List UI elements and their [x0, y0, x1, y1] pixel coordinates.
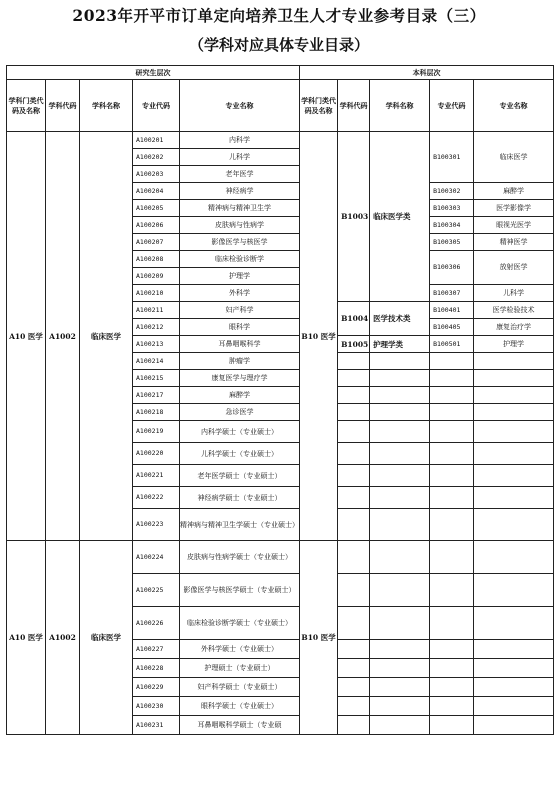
- empty-cell: [370, 640, 430, 659]
- empty-cell: [338, 697, 370, 716]
- grad-major-code: A100225: [133, 574, 180, 607]
- grad-major-name: 外科学: [180, 285, 300, 302]
- empty-cell: [338, 574, 370, 607]
- empty-cell: [430, 443, 474, 465]
- grad-major-name: 儿科学: [180, 149, 300, 166]
- empty-cell: [370, 421, 430, 443]
- empty-cell: [338, 541, 370, 574]
- ug-major-name: 医学检验技术: [474, 302, 554, 319]
- ug-col-category: 学科门类代码及名称: [300, 80, 338, 132]
- empty-cell: [370, 487, 430, 509]
- empty-cell: [430, 509, 474, 541]
- grad-major-code: A100203: [133, 166, 180, 183]
- empty-cell: [430, 678, 474, 697]
- grad-major-code: A100217: [133, 387, 180, 404]
- grad-major-name: 急诊医学: [180, 404, 300, 421]
- catalog-table: [6, 65, 554, 735]
- grad-major-name: 妇产科学: [180, 302, 300, 319]
- empty-cell: [474, 640, 554, 659]
- grad-major-name: 麻醉学: [180, 387, 300, 404]
- grad-major-code: A100231: [133, 716, 180, 735]
- ug-major-name: 精神医学: [474, 234, 554, 251]
- grad-major-name: 精神病与精神卫生学硕士（专业硕士）: [180, 509, 300, 541]
- ug-major-name: 康复治疗学: [474, 319, 554, 336]
- empty-cell: [474, 574, 554, 607]
- grad-major-code: A100215: [133, 370, 180, 387]
- empty-cell: [474, 465, 554, 487]
- empty-cell: [474, 387, 554, 404]
- ug-major-code: B100501: [430, 336, 474, 353]
- ug-major-code: B100302: [430, 183, 474, 200]
- table-row: [7, 132, 554, 149]
- ug-col-major-code: 专业代码: [430, 80, 474, 132]
- empty-cell: [338, 443, 370, 465]
- ug-major-name: 护理学: [474, 336, 554, 353]
- grad-col-disc-name: 学科名称: [80, 80, 133, 132]
- grad-major-name: 肿瘤学: [180, 353, 300, 370]
- ug-disc-name-cell: 临床医学类: [370, 132, 430, 302]
- ug-major-name: 儿科学: [474, 285, 554, 302]
- empty-cell: [370, 659, 430, 678]
- empty-cell: [474, 487, 554, 509]
- grad-major-code: A100227: [133, 640, 180, 659]
- grad-major-code: A100212: [133, 319, 180, 336]
- empty-cell: [338, 404, 370, 421]
- grad-major-name: 护理硕士（专业硕士）: [180, 659, 300, 678]
- empty-cell: [430, 659, 474, 678]
- ug-category-cell: B10 医学: [300, 541, 338, 735]
- grad-major-name: 外科学硕士（专业硕士）: [180, 640, 300, 659]
- empty-cell: [474, 370, 554, 387]
- empty-cell: [338, 370, 370, 387]
- grad-level-header: 研究生层次: [7, 66, 300, 80]
- grad-col-category: 学科门类代码及名称: [7, 80, 46, 132]
- grad-major-name: 儿科学硕士（专业硕士）: [180, 443, 300, 465]
- ug-major-code: B100303: [430, 200, 474, 217]
- empty-cell: [474, 541, 554, 574]
- grad-col-disc-code: 学科代码: [46, 80, 80, 132]
- ug-major-code: B100305: [430, 234, 474, 251]
- grad-major-code: A100206: [133, 217, 180, 234]
- ug-major-code: B100301: [430, 132, 474, 183]
- grad-major-name: 康复医学与理疗学: [180, 370, 300, 387]
- page-title: 2023年开平市订单定向培养卫生人才专业参考目录（三）: [72, 6, 486, 25]
- grad-major-code: A100230: [133, 697, 180, 716]
- empty-cell: [338, 487, 370, 509]
- empty-cell: [338, 640, 370, 659]
- empty-cell: [370, 465, 430, 487]
- ug-major-code: B100306: [430, 251, 474, 285]
- grad-major-code: A100218: [133, 404, 180, 421]
- ug-disc-code-cell: B1005: [338, 336, 370, 353]
- grad-category-cell: A10 医学: [7, 541, 46, 735]
- empty-cell: [474, 659, 554, 678]
- grad-col-major-name: 专业名称: [180, 80, 300, 132]
- grad-category-cell: A10 医学: [7, 132, 46, 541]
- empty-cell: [474, 607, 554, 640]
- empty-cell: [430, 465, 474, 487]
- empty-cell: [430, 387, 474, 404]
- empty-cell: [370, 509, 430, 541]
- empty-cell: [430, 574, 474, 607]
- ug-major-name: 眼视光医学: [474, 217, 554, 234]
- ug-major-name: 临床医学: [474, 132, 554, 183]
- empty-cell: [430, 370, 474, 387]
- ug-col-major-name: 专业名称: [474, 80, 554, 132]
- empty-cell: [338, 465, 370, 487]
- grad-major-code: A100223: [133, 509, 180, 541]
- table-row: [7, 541, 554, 574]
- empty-cell: [430, 607, 474, 640]
- grad-major-code: A100221: [133, 465, 180, 487]
- empty-cell: [338, 353, 370, 370]
- grad-major-code: A100208: [133, 251, 180, 268]
- grad-major-name: 皮肤病与性病学: [180, 217, 300, 234]
- grad-major-name: 内科学: [180, 132, 300, 149]
- empty-cell: [474, 443, 554, 465]
- empty-cell: [370, 716, 430, 735]
- grad-major-name: 临床检验诊断学: [180, 251, 300, 268]
- empty-cell: [474, 509, 554, 541]
- empty-cell: [370, 607, 430, 640]
- grad-major-code: A100202: [133, 149, 180, 166]
- grad-major-code: A100226: [133, 607, 180, 640]
- grad-major-code: A100204: [133, 183, 180, 200]
- grad-major-name: 护理学: [180, 268, 300, 285]
- grad-major-name: 精神病与精神卫生学: [180, 200, 300, 217]
- empty-cell: [430, 353, 474, 370]
- empty-cell: [370, 387, 430, 404]
- empty-cell: [430, 487, 474, 509]
- grad-major-code: A100222: [133, 487, 180, 509]
- ug-major-code: B100401: [430, 302, 474, 319]
- grad-col-major-code: 专业代码: [133, 80, 180, 132]
- ug-col-disc-code: 学科代码: [338, 80, 370, 132]
- grad-major-code: A100220: [133, 443, 180, 465]
- ug-major-code: B100304: [430, 217, 474, 234]
- empty-cell: [430, 541, 474, 574]
- ug-level-header: 本科层次: [300, 66, 554, 80]
- grad-major-code: A100229: [133, 678, 180, 697]
- grad-major-name: 妇产科学硕士（专业硕士）: [180, 678, 300, 697]
- empty-cell: [338, 509, 370, 541]
- empty-cell: [370, 370, 430, 387]
- grad-major-name: 神经病学硕士（专业硕士）: [180, 487, 300, 509]
- grad-major-name: 神经病学: [180, 183, 300, 200]
- empty-cell: [430, 404, 474, 421]
- empty-cell: [370, 574, 430, 607]
- ug-major-name: 医学影像学: [474, 200, 554, 217]
- empty-cell: [338, 387, 370, 404]
- grad-disc-name-cell: 临床医学: [80, 541, 133, 735]
- grad-major-code: A100205: [133, 200, 180, 217]
- grad-major-name: 皮肤病与性病学硕士（专业硕士）: [180, 541, 300, 574]
- empty-cell: [338, 421, 370, 443]
- empty-cell: [474, 678, 554, 697]
- ug-major-name: 放射医学: [474, 251, 554, 285]
- empty-cell: [338, 607, 370, 640]
- empty-cell: [430, 697, 474, 716]
- empty-cell: [370, 697, 430, 716]
- grad-major-name: 影像医学与核医学: [180, 234, 300, 251]
- grad-major-code: A100213: [133, 336, 180, 353]
- grad-major-code: A100201: [133, 132, 180, 149]
- grad-major-name: 影像医学与核医学硕士（专业硕士）: [180, 574, 300, 607]
- grad-major-code: A100228: [133, 659, 180, 678]
- empty-cell: [430, 640, 474, 659]
- empty-cell: [474, 353, 554, 370]
- grad-major-code: A100209: [133, 268, 180, 285]
- empty-cell: [474, 404, 554, 421]
- empty-cell: [370, 678, 430, 697]
- empty-cell: [370, 541, 430, 574]
- ug-disc-name-cell: 护理学类: [370, 336, 430, 353]
- grad-major-name: 眼科学硕士（专业硕士）: [180, 697, 300, 716]
- empty-cell: [338, 659, 370, 678]
- grad-major-code: A100207: [133, 234, 180, 251]
- grad-major-name: 眼科学: [180, 319, 300, 336]
- grad-major-code: A100219: [133, 421, 180, 443]
- grad-major-name: 临床检验诊断学硕士（专业硕士）: [180, 607, 300, 640]
- grad-major-name: 内科学硕士（专业硕士）: [180, 421, 300, 443]
- grad-major-code: A100224: [133, 541, 180, 574]
- empty-cell: [370, 404, 430, 421]
- empty-cell: [430, 421, 474, 443]
- empty-cell: [370, 443, 430, 465]
- empty-cell: [474, 421, 554, 443]
- grad-major-code: A100211: [133, 302, 180, 319]
- empty-cell: [430, 716, 474, 735]
- grad-major-name: 耳鼻咽喉科学: [180, 336, 300, 353]
- empty-cell: [370, 353, 430, 370]
- ug-major-code: B100405: [430, 319, 474, 336]
- grad-major-name: 老年医学: [180, 166, 300, 183]
- ug-disc-code-cell: B1004: [338, 302, 370, 336]
- grad-major-code: A100214: [133, 353, 180, 370]
- grad-major-name: 老年医学硕士（专业硕士）: [180, 465, 300, 487]
- ug-major-name: 麻醉学: [474, 183, 554, 200]
- grad-major-name: 耳鼻咽喉科学硕士（专业硕: [180, 716, 300, 735]
- ug-category-cell: B10 医学: [300, 132, 338, 541]
- grad-disc-name-cell: 临床医学: [80, 132, 133, 541]
- grad-disc-code-cell: A1002: [46, 541, 80, 735]
- ug-col-disc-name: 学科名称: [370, 80, 430, 132]
- empty-cell: [474, 716, 554, 735]
- empty-cell: [474, 697, 554, 716]
- ug-major-code: B100307: [430, 285, 474, 302]
- ug-disc-name-cell: 医学技术类: [370, 302, 430, 336]
- empty-cell: [338, 716, 370, 735]
- page-subtitle: （学科对应具体专业目录）: [188, 36, 369, 54]
- grad-disc-code-cell: A1002: [46, 132, 80, 541]
- ug-disc-code-cell: B1003: [338, 132, 370, 302]
- empty-cell: [338, 678, 370, 697]
- grad-major-code: A100210: [133, 285, 180, 302]
